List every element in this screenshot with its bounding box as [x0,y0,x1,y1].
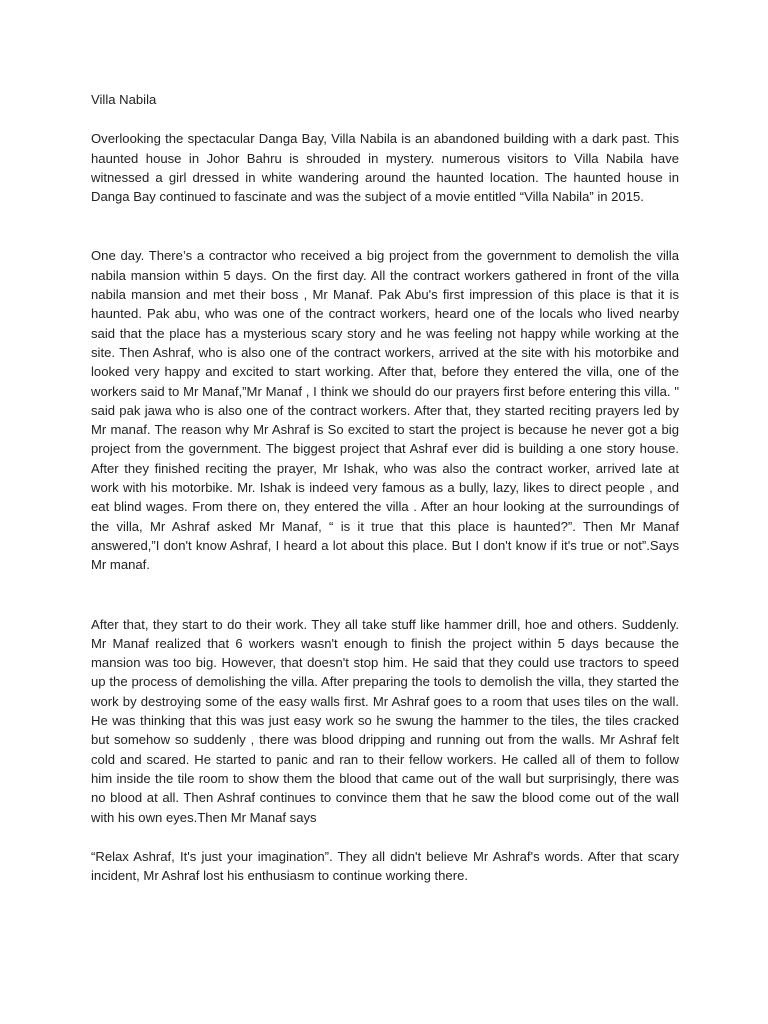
paragraph-relax: “Relax Ashraf, It's just your imagination”. They all didn't believe Mr Ashraf's words. After that scary incident, Mr Ashraf lost his enthusiasm to continue working there. [91,848,679,884]
document-title: Villa Nabila [91,92,157,107]
paragraph-intro: Overlooking the spectacular Danga Bay, Villa Nabila is an abandoned building with a dark past. This haunted house in Johor Bahru is shrouded in mystery. numerous visitors to Villa Nabila have witnessed a girl dressed in white wandering around the haunted location. The haunted house in Danga Bay continued to fascinate and was the subject of a movie entitled “Villa Nabila” in 2015. [91,131,679,205]
paragraph-work: After that, they start to do their work. They all take stuff like hammer drill, hoe and others. Suddenly. Mr Manaf realized that 6 workers wasn't enough to finish the project within 5 days because the mansion was too big. However, that doesn't stop him. He said that they could use tractors to speed up the process of demolishing the villa. After preparing the tools to demolish the villa, they started the work by destroying some of the easy walls first. Mr Ashraf goes to a room that uses tiles on the wall. He was thinking that this was just easy work so he swung the hammer to the tiles, the tiles cracked but somehow so suddenly , there was blood dripping and running out from the walls. Mr Ashraf felt cold and scared. He started to panic and ran to their fellow workers. He called all of them to follow him inside the tile room to show them the blood that came out of the wall but surprisingly, there was no blood at all. Then Ashraf continues to convince them that he saw the blood come out of the wall with his own eyes.Then Mr Manaf says [91,616,679,825]
document-body [91,90,679,885]
paragraph-contractor: One day. There’s a contractor who received a big project from the government to demolish the villa nabila mansion within 5 days. On the first day. All the contract workers gathered in front of the villa nabila mansion and met their boss , Mr Manaf. Pak Abu's first impression of this place is that it is haunted. Pak abu, who was one of the contract workers, heard one of the locals who lived nearby said that the place has a mysterious scary story and he was feeling not happy while working at the site. Then Ashraf, who is also one of the contract workers, arrived at the site with his motorbike and looked very happy and excited to start working. After that, before they entered the villa, one of the workers said to Mr Manaf,”Mr Manaf , I think we should do our prayers first before entering this villa. " said pak jawa who is also one of the contract workers. After that, they started reciting prayers led by Mr manaf. The reason why Mr Ashraf is So excited to start the project is because he never got a big project from the government. The biggest project that Ashraf ever did is building a one story house. After they finished reciting the prayer, Mr Ishak, who was also the contract worker, arrived late at work with his motorbike. Mr. Ishak is indeed very famous as a bully, lazy, likes to direct people , and eat blind wages. From there on, they entered the villa . After an hour looking at the surroundings of the villa, Mr Ashraf asked Mr Manaf, “ is it true that this place is haunted?”. Then Mr Manaf answered,”I don't know Ashraf, I heard a lot about this place. But I don't know if it's true or not”.Says Mr manaf. [91,248,679,573]
